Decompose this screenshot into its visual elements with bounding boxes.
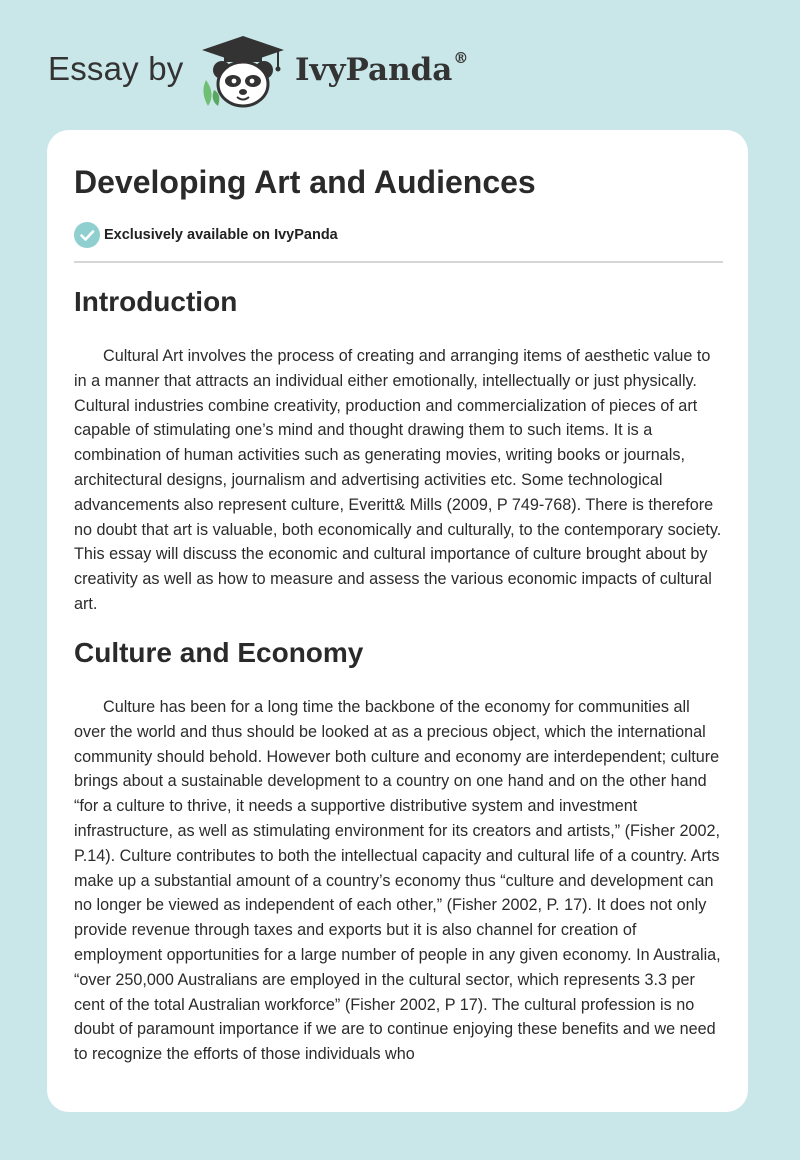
check-circle-icon (74, 222, 100, 248)
brand-prefix: Essay by (48, 50, 184, 87)
section-paragraph: Culture has been for a long time the backbone of the economy for communities all over the world and thus should be looked at as a precious object, which the international community should behold. However both culture and economy are interdependent; culture brings about a sustainable development to a country on one hand and on the other hand “for a culture to thrive, it needs a supportive distributive system and investment infrastructure, as well as stimulating environment for its creators and artists,” (Fisher 2002, P.14). Culture contributes to both the intellectual capacity and cultural life of a country. Arts make up a substantial amount of a country’s economy thus “culture and development can no longer be viewed as independent of each other,” (Fisher 2002, P. 17). It does not only provide revenue through taxes and exports but it is also channel for creation of employment opportunities for a large number of people in any given economy. In Australia, “over 250,000 Australians are employed in the cultural sector, which represents 3.3 per cent of the total Australian workforce” (Fisher 2002, P 17). The cultural profession is no doubt of paramount importance if we are to continue enjoying these benefits and we need to recognize the efforts of those individuals who (74, 698, 721, 1064)
section-heading: Culture and Economy (74, 637, 364, 668)
brand-header[interactable] (48, 30, 508, 110)
essay-title: Developing Art and Audiences (74, 164, 536, 200)
registered-mark: ® (453, 49, 469, 67)
section-heading: Introduction (74, 286, 238, 317)
panda-graduate-icon (200, 34, 286, 110)
section-paragraph: Cultural Art involves the process of creating and arranging items of aesthetic value to in a manner that attracts an individual either emotionally, intellectually or just physically. Cultural industries combine creativity, production and commercialization of pieces of art capable of stimulating one’s mind and thought drawing them to such items. It is a combination of human activities such as generating movies, writing books or journals, architectural designs, journalism and advertising activities etc. Some technological advancements also represent culture, Everitt& Mills (2009, P 749-768). There is therefore no doubt that art is valuable, both economically and culturally, to the contemporary society. This essay will discuss the economic and cultural importance of culture brought about by creativity as well as how to measure and assess the various economic impacts of cultural art. (74, 347, 722, 613)
brand-name: IvyPanda® (295, 49, 469, 88)
badge-text: Exclusively available on IvyPanda (104, 227, 338, 243)
essay-card (47, 130, 748, 1112)
exclusive-badge (74, 222, 338, 248)
divider (74, 261, 723, 263)
